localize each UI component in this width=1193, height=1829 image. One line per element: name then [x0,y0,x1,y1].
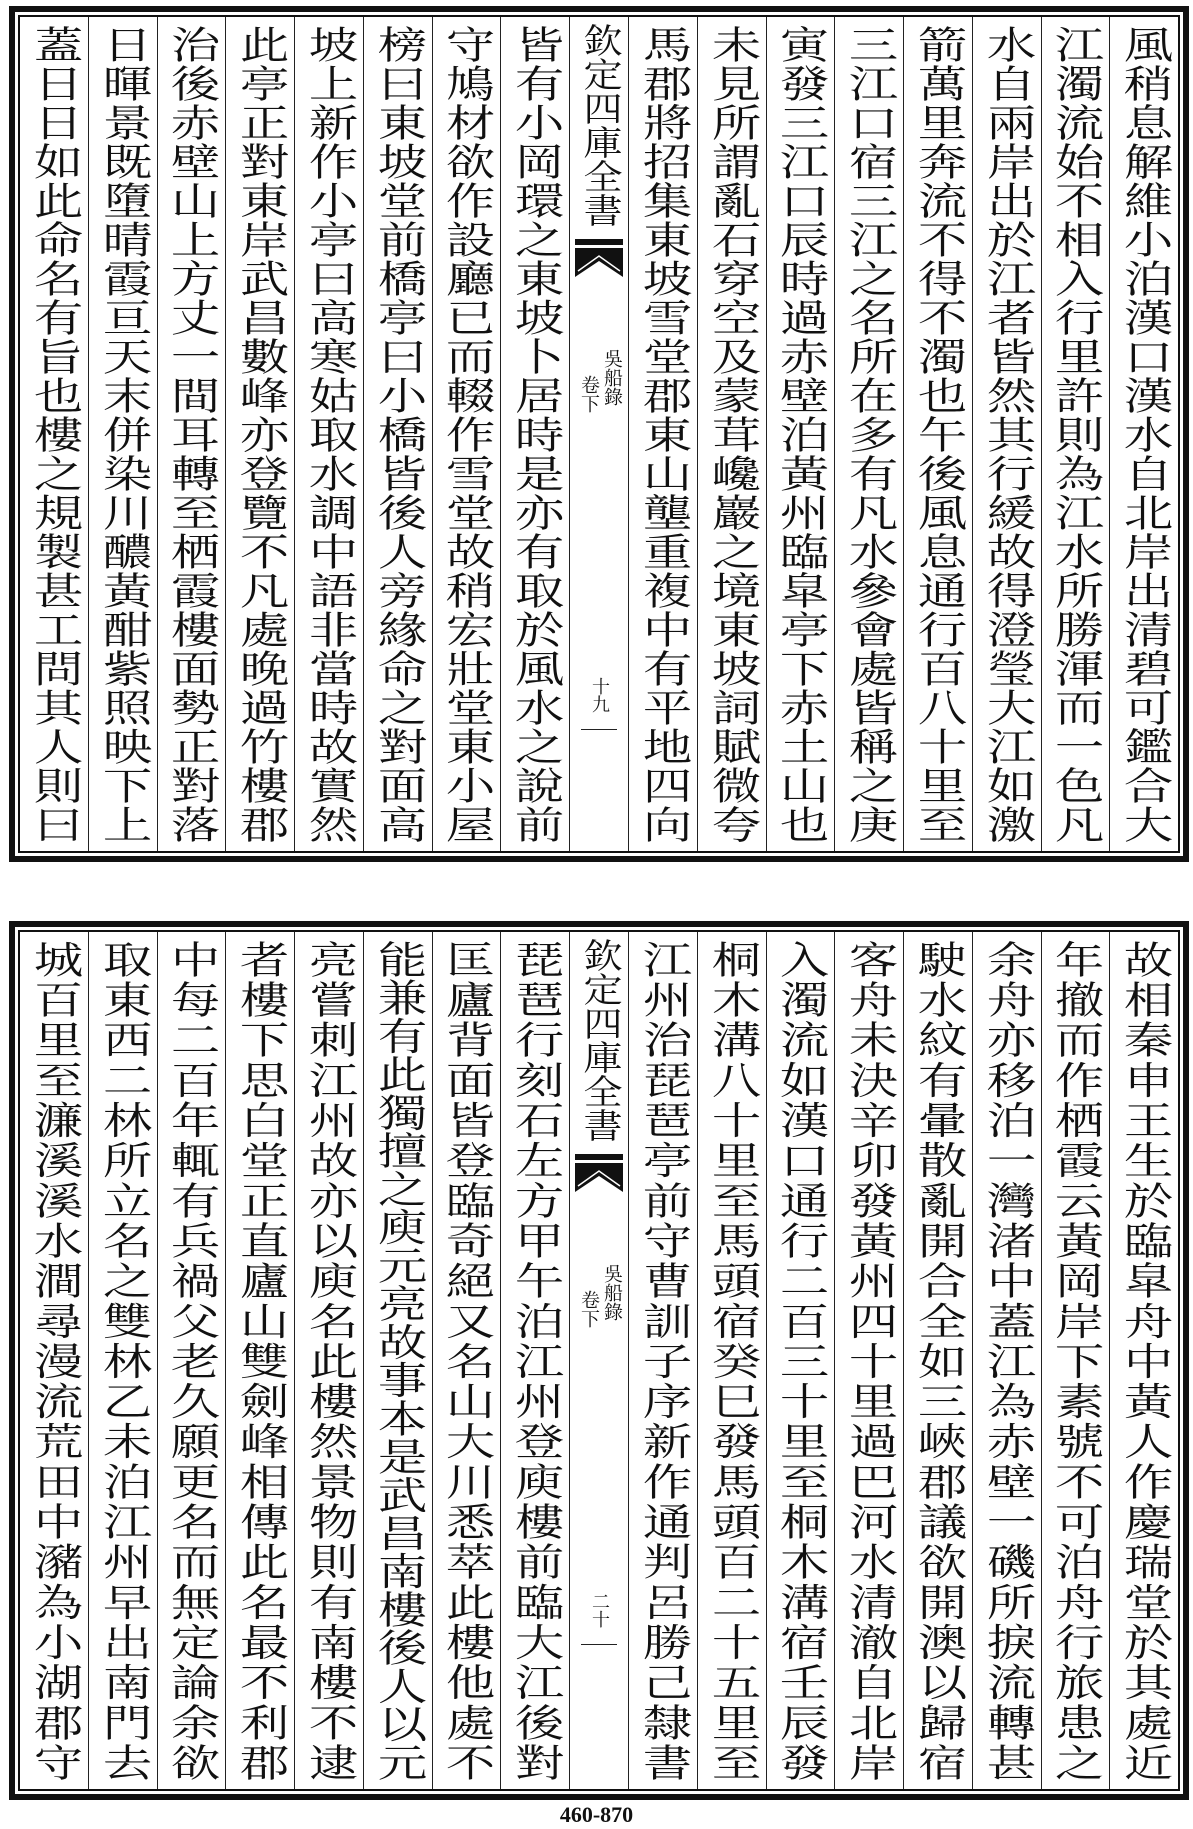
text-column [1109,17,1178,851]
column-text: 江濁流始不相入行里許則為江水所勝渾而一色凡 [1046,25,1104,843]
column-text: 水自兩岸出於江者皆然其行緩故得澄瑩大江如激 [978,25,1036,843]
header-title: 欽定四庫全書 [576,938,622,1142]
column-text: 風稍息解維小泊漢口漢水自北岸出清碧可鑑合大 [1115,25,1173,843]
text-column [1041,932,1110,1789]
text-column [834,932,903,1789]
column-text: 馬郡將招集東坡雪堂郡東山壟重複中有平地四向 [634,25,692,843]
text-column [88,932,157,1789]
text-column [903,17,972,851]
column-text: 余舟亦移泊一灣渚中蓋江為赤壁一磯所捩流轉甚 [978,940,1036,1781]
text-column [697,17,766,851]
text-column [225,17,294,851]
folio-number: 十九 [589,677,610,713]
column-text: 桐木溝八十里至馬頭宿癸巳發馬頭百二十五里至 [703,940,761,1781]
column-text: 皆有小岡環之東坡卜居時是亦有取於風水之說前 [506,25,564,843]
text-column [88,17,157,851]
inner-frame [18,15,1180,853]
page-panel-top [9,6,1189,862]
scan-page-number: 460-870 [559,1802,634,1827]
text-column [363,932,432,1789]
column-text: 未見所謂亂石穿空及蒙茸巉巖之境東坡詞賦微夸 [703,25,761,843]
folio-rule [581,1644,617,1645]
column-text: 入濁流如漢口通行二百三十里至桐木溝宿壬辰發 [771,940,829,1781]
folio-number: 二十 [589,1592,610,1628]
inner-frame [18,930,1180,1791]
text-column [20,932,88,1789]
fish-tail-mark [575,1154,623,1192]
text-column [157,17,226,851]
book-title: 吳船錄 [601,349,623,406]
text-column [697,932,766,1789]
column-text: 者樓下思白堂正直廬山雙劍峰相傳此名最不利郡 [231,940,289,1781]
column-text: 城百里至濂溪溪水澗尋漫流荒田中瀦為小湖郡守 [25,940,83,1781]
fish-tail-shape [575,248,623,277]
fish-tail-bar [575,239,623,245]
column-text: 中每二百年輒有兵禍父老久願更名而無定論余欲 [162,940,220,1781]
text-column [500,932,569,1789]
text-column [363,17,432,851]
volume-label: 卷下 [578,1290,600,1328]
column-text: 箭萬里奔流不得不濁也午後風息通行百八十里至 [909,25,967,843]
text-column [432,17,501,851]
column-text: 駛水紋有暈散亂開合全如三峽郡議欲開澳以歸宿 [909,940,967,1781]
column-text: 能兼有此獨擅之庾元亮故事本是武昌南樓後人以元 [369,940,427,1781]
column-text: 故相秦申王生於臨皐舟中黃人作慶瑞堂於其處近 [1115,940,1173,1781]
text-column [294,17,363,851]
text-column [1041,17,1110,851]
column-text: 此亭正對東岸武昌數峰亦登覽不凡處晚過竹樓郡 [231,25,289,843]
text-column [1109,932,1178,1789]
text-column [628,932,697,1789]
column-text: 取東西二林所立名之雙林乙未泊江州早出南門去 [94,940,152,1781]
column-text: 日暉景既墮晴霞亘天末併染川醲黃酣紫照映下上 [94,25,152,843]
header-title: 欽定四庫全書 [576,23,622,227]
volume-label: 卷下 [578,375,600,413]
column-text: 匡廬背面皆登臨奇絕又名山大川悉萃此樓他處不 [437,940,495,1781]
text-column [972,932,1041,1789]
column-text: 年撤而作栖霞云黃岡岸下素號不可泊舟行旅患之 [1046,940,1104,1781]
folio-rule [581,729,617,730]
column-text: 三江口宿三江之名所在多有凡水參會處皆稱之庚 [840,25,898,843]
book-title: 吳船錄 [601,1264,623,1321]
column-text: 江州治琵琶亭前守曹訓子序新作通判呂勝己隸書 [634,940,692,1781]
column-text: 亮嘗刺江州故亦以庾名此樓然景物則有南樓不逮 [300,940,358,1781]
column-text: 坡上新作小亭曰高寒姑取水調中語非當時故實然 [300,25,358,843]
fish-tail-bar [575,1154,623,1160]
text-column [157,932,226,1789]
text-column [766,932,835,1789]
text-column [972,17,1041,851]
fish-tail-mark [575,239,623,277]
text-column [294,932,363,1789]
text-column [766,17,835,851]
text-column [500,17,569,851]
column-text: 治後赤壁山上方丈一間耳轉至栖霞樓面勢正對落 [162,25,220,843]
text-column [903,932,972,1789]
column-text: 客舟未決辛卯發黃州四十里過巴河水清澈自北岸 [840,940,898,1781]
column-text: 蓋日日如此命名有旨也樓之規製甚工問其人則曰 [25,25,83,843]
text-column [432,932,501,1789]
column-text: 琵琶行刻石左方甲午泊江州登庾樓前臨大江後對 [506,940,564,1781]
column-text: 寅發三江口辰時過赤壁泊黃州臨皐亭下赤土山也 [771,25,829,843]
center-margin-column [569,17,628,851]
text-column [225,932,294,1789]
column-text: 榜曰東坡堂前橋亭曰小橋皆後人旁緣命之對面高 [369,25,427,843]
page-panel-bottom [9,921,1189,1800]
text-column [20,17,88,851]
fish-tail-shape [575,1163,623,1192]
text-column [628,17,697,851]
text-column [834,17,903,851]
center-margin-column [569,932,628,1789]
column-text: 守鳩材欲作設廳已而輟作雪堂故稍宏壯堂東小屋 [437,25,495,843]
